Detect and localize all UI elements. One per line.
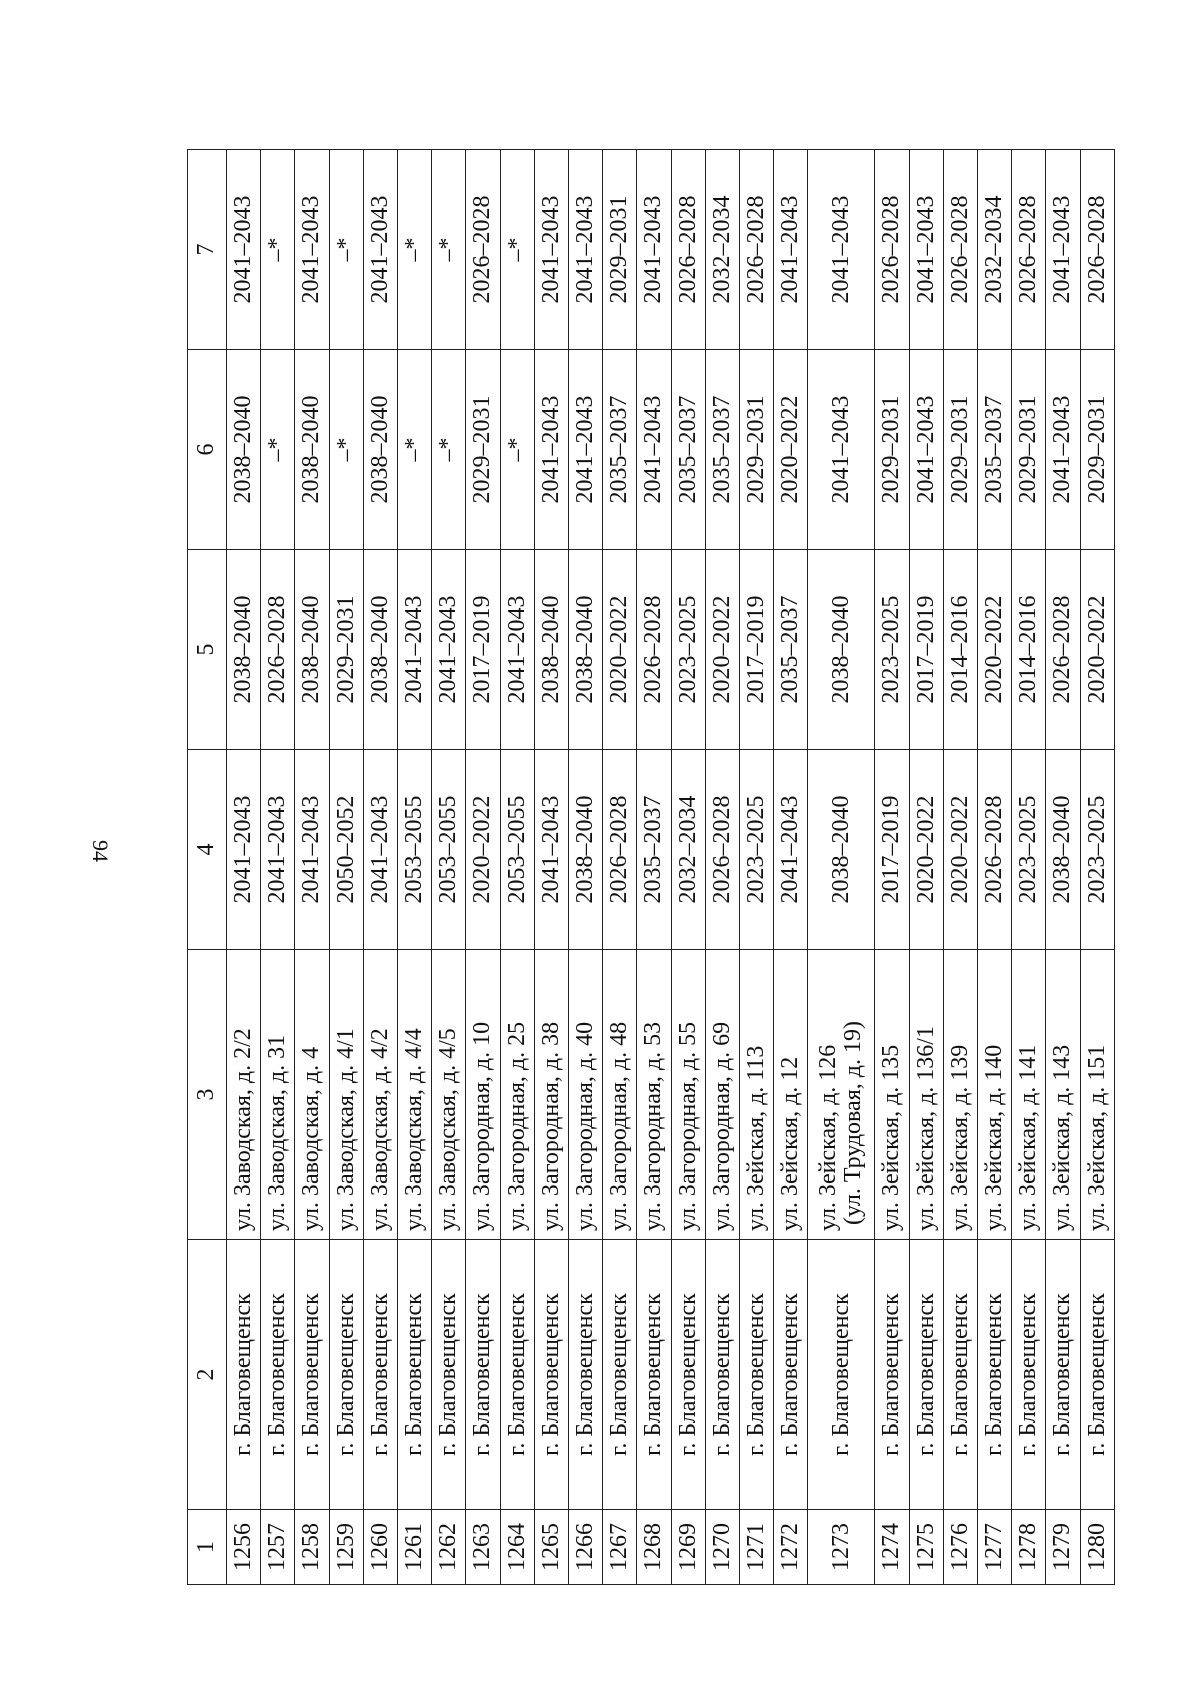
period-col7-cell: 2026–2028 bbox=[1080, 150, 1114, 350]
city-cell: г. Благовещенск bbox=[978, 1240, 1012, 1510]
period-col5-cell: 2020–2022 bbox=[603, 550, 637, 750]
period-col5-cell: 2038–2040 bbox=[534, 550, 568, 750]
address-cell: ул. Загородная, д. 55 bbox=[671, 950, 705, 1240]
period-col4-cell: 2050–2052 bbox=[329, 750, 363, 950]
header-col-2: 2 bbox=[188, 1240, 227, 1510]
address-cell: ул. Загородная, д. 48 bbox=[603, 950, 637, 1240]
address-cell: ул. Заводская, д. 4/4 bbox=[398, 950, 432, 1240]
period-col6-cell: –* bbox=[398, 350, 432, 550]
header-col-3: 3 bbox=[188, 950, 227, 1240]
row-number-cell: 1268 bbox=[637, 1510, 671, 1585]
address-cell: ул. Заводская, д. 31 bbox=[261, 950, 295, 1240]
period-col5-cell: 2038–2040 bbox=[227, 550, 261, 750]
period-col5-cell: 2041–2043 bbox=[398, 550, 432, 750]
table-row bbox=[534, 150, 568, 1585]
table-row bbox=[1046, 150, 1080, 1585]
address-cell: ул. Загородная, д. 40 bbox=[569, 950, 603, 1240]
period-col6-cell: 2038–2040 bbox=[227, 350, 261, 550]
period-col7-cell: 2026–2028 bbox=[466, 150, 500, 350]
city-cell: г. Благовещенск bbox=[875, 1240, 909, 1510]
period-col4-cell: 2041–2043 bbox=[227, 750, 261, 950]
period-col5-cell: 2020–2022 bbox=[705, 550, 739, 750]
period-col7-cell: 2026–2028 bbox=[740, 150, 774, 350]
table-row bbox=[261, 150, 295, 1585]
period-col4-cell: 2020–2022 bbox=[909, 750, 943, 950]
period-col5-cell: 2014–2016 bbox=[943, 550, 977, 750]
period-col4-cell: 2026–2028 bbox=[603, 750, 637, 950]
city-cell: г. Благовещенск bbox=[500, 1240, 534, 1510]
period-col6-cell: 2029–2031 bbox=[1080, 350, 1114, 550]
period-col7-cell: –* bbox=[500, 150, 534, 350]
address-cell: ул. Зейская, д. 139 bbox=[943, 950, 977, 1240]
city-cell: г. Благовещенск bbox=[227, 1240, 261, 1510]
header-col-6: 6 bbox=[188, 350, 227, 550]
period-col7-cell: 2041–2043 bbox=[534, 150, 568, 350]
period-col6-cell: 2035–2037 bbox=[978, 350, 1012, 550]
period-col7-cell: 2041–2043 bbox=[909, 150, 943, 350]
city-cell: г. Благовещенск bbox=[774, 1240, 808, 1510]
period-col6-cell: 2029–2031 bbox=[875, 350, 909, 550]
period-col6-cell: 2041–2043 bbox=[1046, 350, 1080, 550]
period-col5-cell: 2014–2016 bbox=[1012, 550, 1046, 750]
row-number-cell: 1265 bbox=[534, 1510, 568, 1585]
row-number-cell: 1278 bbox=[1012, 1510, 1046, 1585]
city-cell: г. Благовещенск bbox=[671, 1240, 705, 1510]
period-col7-cell: 2041–2043 bbox=[1046, 150, 1080, 350]
row-number-cell: 1273 bbox=[808, 1510, 875, 1585]
row-number-cell: 1279 bbox=[1046, 1510, 1080, 1585]
period-col6-cell: –* bbox=[432, 350, 466, 550]
period-col4-cell: 2038–2040 bbox=[808, 750, 875, 950]
address-cell: ул. Заводская, д. 4/2 bbox=[363, 950, 397, 1240]
address-cell: ул. Загородная, д. 38 bbox=[534, 950, 568, 1240]
period-col4-cell: 2041–2043 bbox=[534, 750, 568, 950]
period-col5-cell: 2020–2022 bbox=[1080, 550, 1114, 750]
period-col7-cell: –* bbox=[398, 150, 432, 350]
table-row bbox=[1080, 150, 1114, 1585]
table-row bbox=[943, 150, 977, 1585]
address-cell: ул. Зейская, д. 140 bbox=[978, 950, 1012, 1240]
header-col-4: 4 bbox=[188, 750, 227, 950]
period-col4-cell: 2038–2040 bbox=[1046, 750, 1080, 950]
table-row bbox=[466, 150, 500, 1585]
city-cell: г. Благовещенск bbox=[603, 1240, 637, 1510]
table-row bbox=[603, 150, 637, 1585]
period-col6-cell: 2041–2043 bbox=[909, 350, 943, 550]
period-col6-cell: 2029–2031 bbox=[943, 350, 977, 550]
period-col6-cell: –* bbox=[500, 350, 534, 550]
period-col4-cell: 2017–2019 bbox=[875, 750, 909, 950]
address-cell: ул. Зейская, д. 12 bbox=[774, 950, 808, 1240]
period-col6-cell: 2038–2040 bbox=[363, 350, 397, 550]
period-col7-cell: 2026–2028 bbox=[1012, 150, 1046, 350]
table-row bbox=[569, 150, 603, 1585]
address-cell: ул. Загородная, д. 69 bbox=[705, 950, 739, 1240]
period-col6-cell: 2035–2037 bbox=[603, 350, 637, 550]
period-col5-cell: 2029–2031 bbox=[329, 550, 363, 750]
table-row bbox=[774, 150, 808, 1585]
city-cell: г. Благовещенск bbox=[1046, 1240, 1080, 1510]
row-number-cell: 1260 bbox=[363, 1510, 397, 1585]
period-col4-cell: 2053–2055 bbox=[500, 750, 534, 950]
row-number-cell: 1276 bbox=[943, 1510, 977, 1585]
address-cell: ул. Зейская, д. 143 bbox=[1046, 950, 1080, 1240]
period-col4-cell: 2041–2043 bbox=[774, 750, 808, 950]
header-col-7: 7 bbox=[188, 150, 227, 350]
row-number-cell: 1259 bbox=[329, 1510, 363, 1585]
period-col7-cell: 2029–2031 bbox=[603, 150, 637, 350]
row-number-cell: 1264 bbox=[500, 1510, 534, 1585]
period-col4-cell: 2041–2043 bbox=[363, 750, 397, 950]
period-col5-cell: 2017–2019 bbox=[466, 550, 500, 750]
period-col4-cell: 2026–2028 bbox=[978, 750, 1012, 950]
city-cell: г. Благовещенск bbox=[1012, 1240, 1046, 1510]
period-col5-cell: 2026–2028 bbox=[1046, 550, 1080, 750]
table-row bbox=[875, 150, 909, 1585]
address-line-1: ул. Зейская, д. 126 bbox=[815, 1044, 842, 1231]
period-col5-cell: 2041–2043 bbox=[500, 550, 534, 750]
table-row bbox=[637, 150, 671, 1585]
address-cell: ул. Зейская, д. 136/1 bbox=[909, 950, 943, 1240]
row-number-cell: 1258 bbox=[295, 1510, 329, 1585]
row-number-cell: 1272 bbox=[774, 1510, 808, 1585]
row-number-cell: 1257 bbox=[261, 1510, 295, 1585]
address-cell: ул. Загородная, д. 10 bbox=[466, 950, 500, 1240]
address-cell: ул. Зейская, д. 141 bbox=[1012, 950, 1046, 1240]
period-col7-cell: 2041–2043 bbox=[227, 150, 261, 350]
address-cell: ул. Заводская, д. 4/1 bbox=[329, 950, 363, 1240]
address-cell: ул. Зейская, д. 151 bbox=[1080, 950, 1114, 1240]
address-cell: ул. Загородная, д. 25 bbox=[500, 950, 534, 1240]
period-col6-cell: –* bbox=[261, 350, 295, 550]
city-cell: г. Благовещенск bbox=[398, 1240, 432, 1510]
address-cell: ул. Заводская, д. 2/2 bbox=[227, 950, 261, 1240]
period-col5-cell: 2038–2040 bbox=[363, 550, 397, 750]
table-row bbox=[909, 150, 943, 1585]
table-body bbox=[227, 150, 1115, 1585]
row-number-cell: 1270 bbox=[705, 1510, 739, 1585]
period-col7-cell: 2026–2028 bbox=[671, 150, 705, 350]
row-number-cell: 1267 bbox=[603, 1510, 637, 1585]
period-col5-cell: 2041–2043 bbox=[432, 550, 466, 750]
period-col7-cell: –* bbox=[261, 150, 295, 350]
period-col6-cell: 2020–2022 bbox=[774, 350, 808, 550]
table-row bbox=[978, 150, 1012, 1585]
period-col4-cell: 2023–2025 bbox=[1080, 750, 1114, 950]
period-col6-cell: 2029–2031 bbox=[466, 350, 500, 550]
period-col6-cell: 2041–2043 bbox=[569, 350, 603, 550]
table-row bbox=[500, 150, 534, 1585]
table-row bbox=[808, 150, 875, 1585]
address-cell: ул. Заводская, д. 4 bbox=[295, 950, 329, 1240]
city-cell: г. Благовещенск bbox=[363, 1240, 397, 1510]
period-col4-cell: 2041–2043 bbox=[261, 750, 295, 950]
row-number-cell: 1275 bbox=[909, 1510, 943, 1585]
header-row bbox=[188, 150, 227, 1585]
address-cell bbox=[808, 950, 875, 1240]
row-number-cell: 1263 bbox=[466, 1510, 500, 1585]
city-cell: г. Благовещенск bbox=[808, 1240, 875, 1510]
table-row bbox=[432, 150, 466, 1585]
period-col4-cell: 2023–2025 bbox=[740, 750, 774, 950]
city-cell: г. Благовещенск bbox=[705, 1240, 739, 1510]
city-cell: г. Благовещенск bbox=[329, 1240, 363, 1510]
city-cell: г. Благовещенск bbox=[943, 1240, 977, 1510]
table-row bbox=[398, 150, 432, 1585]
row-number-cell: 1256 bbox=[227, 1510, 261, 1585]
period-col5-cell: 2023–2025 bbox=[875, 550, 909, 750]
period-col6-cell: 2041–2043 bbox=[808, 350, 875, 550]
city-cell: г. Благовещенск bbox=[261, 1240, 295, 1510]
address-cell: ул. Загородная, д. 53 bbox=[637, 950, 671, 1240]
period-col7-cell: 2041–2043 bbox=[808, 150, 875, 350]
table-row bbox=[363, 150, 397, 1585]
row-number-cell: 1271 bbox=[740, 1510, 774, 1585]
city-cell: г. Благовещенск bbox=[534, 1240, 568, 1510]
address-cell: ул. Зейская, д. 135 bbox=[875, 950, 909, 1240]
period-col7-cell: 2032–2034 bbox=[705, 150, 739, 350]
page-number: 94 bbox=[88, 840, 113, 862]
period-col7-cell: 2026–2028 bbox=[943, 150, 977, 350]
period-col7-cell: –* bbox=[329, 150, 363, 350]
city-cell: г. Благовещенск bbox=[569, 1240, 603, 1510]
period-col6-cell: 2041–2043 bbox=[637, 350, 671, 550]
period-col7-cell: 2041–2043 bbox=[295, 150, 329, 350]
row-number-cell: 1266 bbox=[569, 1510, 603, 1585]
city-cell: г. Благовещенск bbox=[637, 1240, 671, 1510]
address-cell: ул. Заводская, д. 4/5 bbox=[432, 950, 466, 1240]
row-number-cell: 1262 bbox=[432, 1510, 466, 1585]
period-col6-cell: 2035–2037 bbox=[705, 350, 739, 550]
period-col5-cell: 2017–2019 bbox=[740, 550, 774, 750]
table-row bbox=[329, 150, 363, 1585]
city-cell: г. Благовещенск bbox=[740, 1240, 774, 1510]
period-col4-cell: 2053–2055 bbox=[432, 750, 466, 950]
schedule-table bbox=[187, 149, 1115, 1585]
table-row bbox=[705, 150, 739, 1585]
period-col7-cell: –* bbox=[432, 150, 466, 350]
period-col4-cell: 2023–2025 bbox=[1012, 750, 1046, 950]
period-col4-cell: 2041–2043 bbox=[295, 750, 329, 950]
period-col4-cell: 2026–2028 bbox=[705, 750, 739, 950]
period-col6-cell: 2041–2043 bbox=[534, 350, 568, 550]
period-col4-cell: 2038–2040 bbox=[569, 750, 603, 950]
period-col6-cell: –* bbox=[329, 350, 363, 550]
period-col5-cell: 2017–2019 bbox=[909, 550, 943, 750]
period-col5-cell: 2038–2040 bbox=[569, 550, 603, 750]
city-cell: г. Благовещенск bbox=[909, 1240, 943, 1510]
period-col7-cell: 2041–2043 bbox=[637, 150, 671, 350]
city-cell: г. Благовещенск bbox=[466, 1240, 500, 1510]
row-number-cell: 1277 bbox=[978, 1510, 1012, 1585]
period-col5-cell: 2020–2022 bbox=[978, 550, 1012, 750]
period-col7-cell: 2041–2043 bbox=[569, 150, 603, 350]
city-cell: г. Благовещенск bbox=[432, 1240, 466, 1510]
table-row bbox=[1012, 150, 1046, 1585]
period-col4-cell: 2020–2022 bbox=[466, 750, 500, 950]
period-col6-cell: 2029–2031 bbox=[1012, 350, 1046, 550]
address-line-2: (ул. Трудовая, д. 19) bbox=[840, 1021, 867, 1225]
period-col4-cell: 2020–2022 bbox=[943, 750, 977, 950]
header-col-5: 5 bbox=[188, 550, 227, 750]
rotated-table-container bbox=[187, 150, 1115, 1585]
period-col5-cell: 2023–2025 bbox=[671, 550, 705, 750]
period-col7-cell: 2041–2043 bbox=[774, 150, 808, 350]
period-col4-cell: 2032–2034 bbox=[671, 750, 705, 950]
period-col6-cell: 2038–2040 bbox=[295, 350, 329, 550]
row-number-cell: 1274 bbox=[875, 1510, 909, 1585]
period-col5-cell: 2038–2040 bbox=[808, 550, 875, 750]
period-col5-cell: 2026–2028 bbox=[637, 550, 671, 750]
city-cell: г. Благовещенск bbox=[1080, 1240, 1114, 1510]
row-number-cell: 1280 bbox=[1080, 1510, 1114, 1585]
table-row bbox=[740, 150, 774, 1585]
row-number-cell: 1261 bbox=[398, 1510, 432, 1585]
table-row bbox=[227, 150, 261, 1585]
header-col-1: 1 bbox=[188, 1510, 227, 1585]
period-col5-cell: 2026–2028 bbox=[261, 550, 295, 750]
period-col7-cell: 2032–2034 bbox=[978, 150, 1012, 350]
period-col6-cell: 2035–2037 bbox=[671, 350, 705, 550]
period-col4-cell: 2053–2055 bbox=[398, 750, 432, 950]
table-row bbox=[671, 150, 705, 1585]
period-col5-cell: 2038–2040 bbox=[295, 550, 329, 750]
row-number-cell: 1269 bbox=[671, 1510, 705, 1585]
table-row bbox=[295, 150, 329, 1585]
period-col7-cell: 2026–2028 bbox=[875, 150, 909, 350]
period-col4-cell: 2035–2037 bbox=[637, 750, 671, 950]
city-cell: г. Благовещенск bbox=[295, 1240, 329, 1510]
period-col7-cell: 2041–2043 bbox=[363, 150, 397, 350]
address-cell: ул. Зейская, д. 113 bbox=[740, 950, 774, 1240]
period-col5-cell: 2035–2037 bbox=[774, 550, 808, 750]
period-col6-cell: 2029–2031 bbox=[740, 350, 774, 550]
